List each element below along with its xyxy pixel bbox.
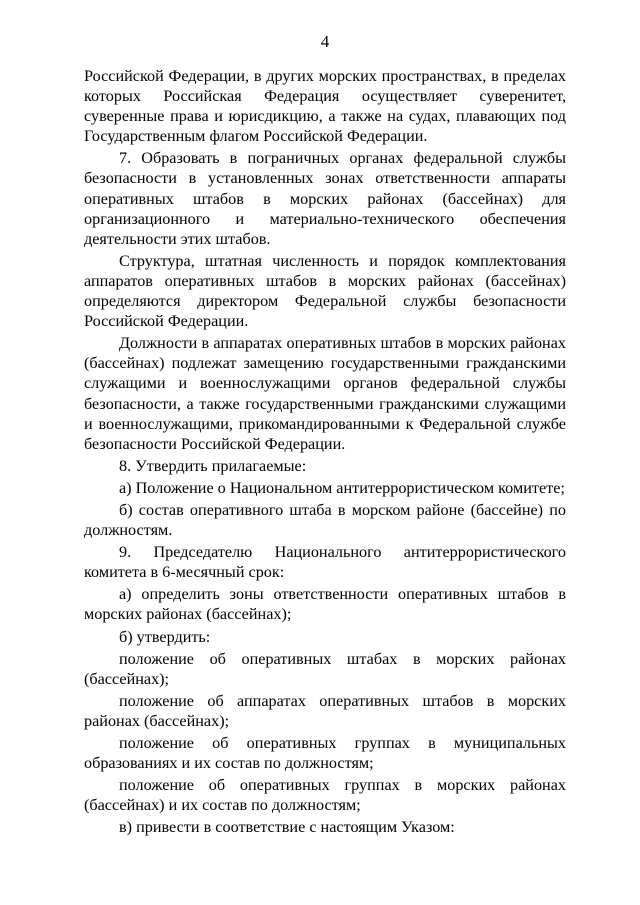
paragraph-12: положение об аппаратах оперативных штабов в морских районах (бассейнах); bbox=[84, 691, 566, 730]
paragraph-7: б) состав оперативного штаба в морском районе (бассейне) по должностям. bbox=[84, 500, 566, 540]
paragraph-9: а) определить зоны ответственности оперативных штабов в морских районах (бассейнах); bbox=[84, 585, 566, 624]
paragraph-3: Структура, штатная численность и порядок комплектования аппаратов оперативных штабов в морских районах (бассейнах) определяются директором Федеральной службы безопасности Российской Федерации. bbox=[84, 251, 566, 331]
paragraph-1: Российской Федерации, в других морских пространствах, в пределах которых Российская Федерация осуществляет суверенитет, суверенные права и юрисдикцию, а также на судах, плавающих под Государственным флагом Российской Федерации. bbox=[84, 67, 566, 146]
paragraph-10: б) утвердить: bbox=[119, 627, 211, 646]
document-body bbox=[84, 66, 566, 837]
paragraph-11: положение об оперативных штабах в морских районах (бассейнах); bbox=[84, 649, 566, 688]
paragraph-15: в) привести в соответствие с настоящим Указом: bbox=[119, 818, 455, 837]
paragraph-13: положение об оперативных группах в муниципальных образованиях и их состав по должностям; bbox=[84, 734, 566, 773]
paragraph-5: 8. Утвердить прилагаемые: bbox=[119, 456, 307, 475]
paragraph-14: положение об оперативных группах в морских районах (бассейнах) и их состав по должностям; bbox=[84, 776, 566, 815]
paragraph-8: 9. Председателю Национального антитеррористического комитета в 6-месячный срок: bbox=[84, 543, 566, 582]
page-number: 4 bbox=[320, 32, 330, 51]
paragraph-6: а) Положение о Национальном антитеррористическом комитете; bbox=[119, 478, 565, 497]
paragraph-4: Должности в аппаратах оперативных штабов в морских районах (бассейнах) подлежат замещению государственными гражданскими служащими и военнослужащими органов федеральной службы безопасности, а также государственными гражданскими служащими и военнослужащими, прикомандированными к Федеральной службе безопасности Российской Федерации. bbox=[84, 334, 566, 453]
paragraph-2: 7. Образовать в пограничных органах федеральной службы безопасности в установленных зонах ответственности аппараты оперативных штабов в морских районах (бассейнах) для организационного и материально-технического обеспечения деятельности этих штабов. bbox=[84, 149, 566, 248]
